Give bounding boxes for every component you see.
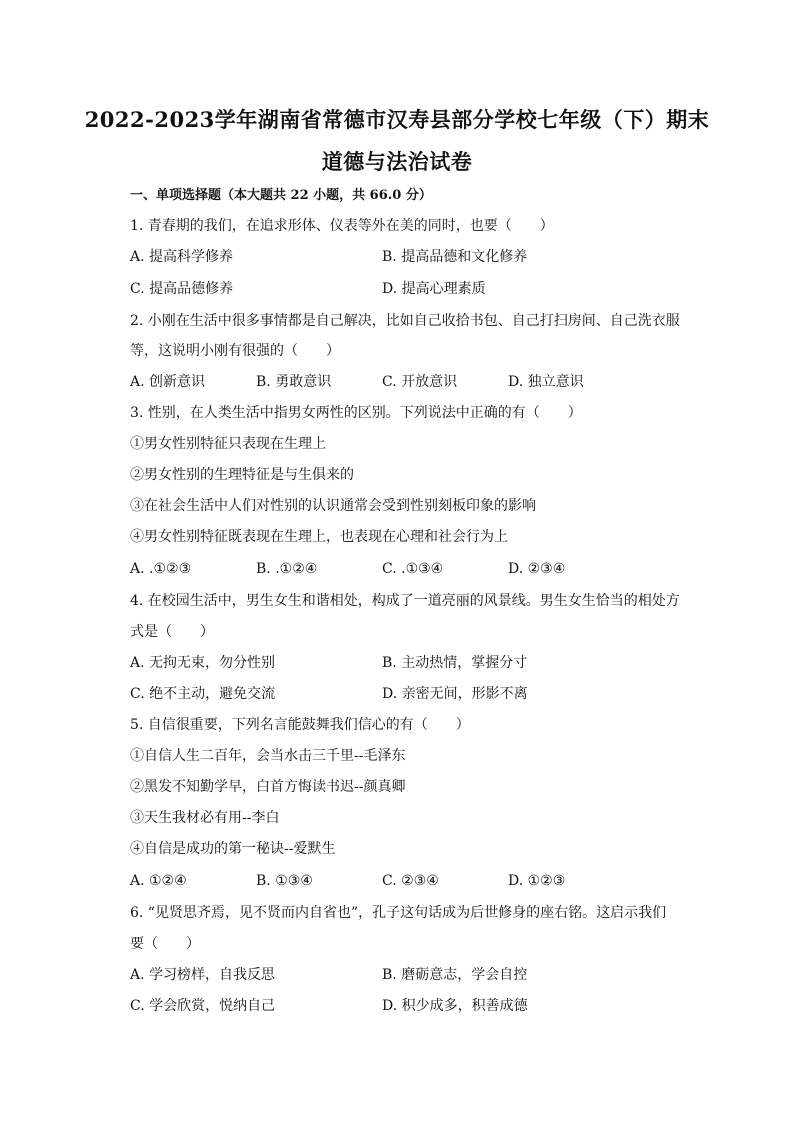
question-6-option-a: A. 学习榜样，自我反思 <box>130 967 276 983</box>
question-3-statement-3: ③在社会生活中人们对性别的认识通常会受到性别刻板印象的影响 <box>130 498 536 514</box>
question-4-option-d: D. 亲密无间，形影不离 <box>382 686 528 702</box>
question-2-stem-cont: 等，这说明小刚有很强的（ ） <box>130 343 340 359</box>
question-1-option-a: A. 提高科学修养 <box>130 249 234 265</box>
question-3-option-b: B. .①②④ <box>256 561 318 577</box>
question-2-option-a: A. 创新意识 <box>130 374 206 390</box>
question-4-stem-cont: 式是（ ） <box>130 624 214 640</box>
question-2-stem: 2. 小刚在生活中很多事情都是自己解决，比如自己收拾书包、自己打扫房间、自己洗衣服 <box>130 313 680 329</box>
question-1-option-b: B. 提高品德和文化修养 <box>382 249 528 265</box>
question-3-option-c: C. .①③④ <box>382 561 444 577</box>
question-5-quote-1: ①自信人生二百年，会当水击三千里--毛泽东 <box>130 748 406 764</box>
question-4-stem: 4. 在校园生活中，男生女生和谐相处，构成了一道亮丽的风景线。男生女生恰当的相处方 <box>130 593 680 609</box>
question-1-option-c: C. 提高品德修养 <box>130 281 234 297</box>
question-3-option-a: A. .①②③ <box>130 561 192 577</box>
question-5-option-d: D. ①②③ <box>508 873 566 889</box>
question-5-option-b: B. ①③④ <box>256 873 313 889</box>
question-5-quote-4: ④自信是成功的第一秘诀--爱默生 <box>130 841 336 857</box>
section-heading: 一、单项选择题（本大题共 22 小题，共 66.0 分） <box>130 188 432 203</box>
question-3-stem: 3. 性别，在人类生活中指男女两性的区别。下列说法中正确的有（ ） <box>130 405 582 421</box>
question-2-option-c: C. 开放意识 <box>382 374 458 390</box>
question-3-statement-1: ①男女性别特征只表现在生理上 <box>130 436 326 452</box>
question-5-option-a: A. ①②④ <box>130 873 187 889</box>
question-5-option-c: C. ②③④ <box>382 873 439 889</box>
question-4-option-b: B. 主动热情，掌握分寸 <box>382 655 528 671</box>
question-4-option-c: C. 绝不主动，避免交流 <box>130 686 276 702</box>
question-1-option-d: D. 提高心理素质 <box>382 281 486 297</box>
question-4-option-a: A. 无拘无束，勿分性别 <box>130 655 276 671</box>
question-6-stem: 6. “见贤思齐焉，见不贤而内自省也”，孔子这句话成为后世修身的座右铭。这启示我们 <box>130 905 667 921</box>
question-6-stem-cont: 要（ ） <box>130 936 200 952</box>
question-5-quote-3: ③天生我材必有用--李白 <box>130 810 280 826</box>
question-3-statement-2: ②男女性别的生理特征是与生俱来的 <box>130 467 354 483</box>
question-3-option-d: D. ②③④ <box>508 561 566 577</box>
question-6-option-c: C. 学会欣赏，悦纳自己 <box>130 998 276 1014</box>
question-2-option-d: D. 独立意识 <box>508 374 584 390</box>
exam-title-line1: 2022-2023学年湖南省常德市汉寿县部分学校七年级（下）期末 <box>84 107 710 132</box>
question-5-quote-2: ②黑发不知勤学早，白首方悔读书迟--颜真卿 <box>130 779 406 795</box>
question-1-stem: 1. 青春期的我们，在追求形体、仪表等外在美的同时，也要（ ） <box>130 218 554 234</box>
question-6-option-b: B. 磨砺意志，学会自控 <box>382 967 528 983</box>
question-6-option-d: D. 积少成多，积善成德 <box>382 998 528 1014</box>
exam-title-line2: 道德与法治试卷 <box>321 149 473 174</box>
question-5-stem: 5. 自信很重要，下列名言能鼓舞我们信心的有（ ） <box>130 717 470 733</box>
question-3-statement-4: ④男女性别特征既表现在生理上，也表现在心理和社会行为上 <box>130 529 508 545</box>
question-2-option-b: B. 勇敢意识 <box>256 374 332 390</box>
